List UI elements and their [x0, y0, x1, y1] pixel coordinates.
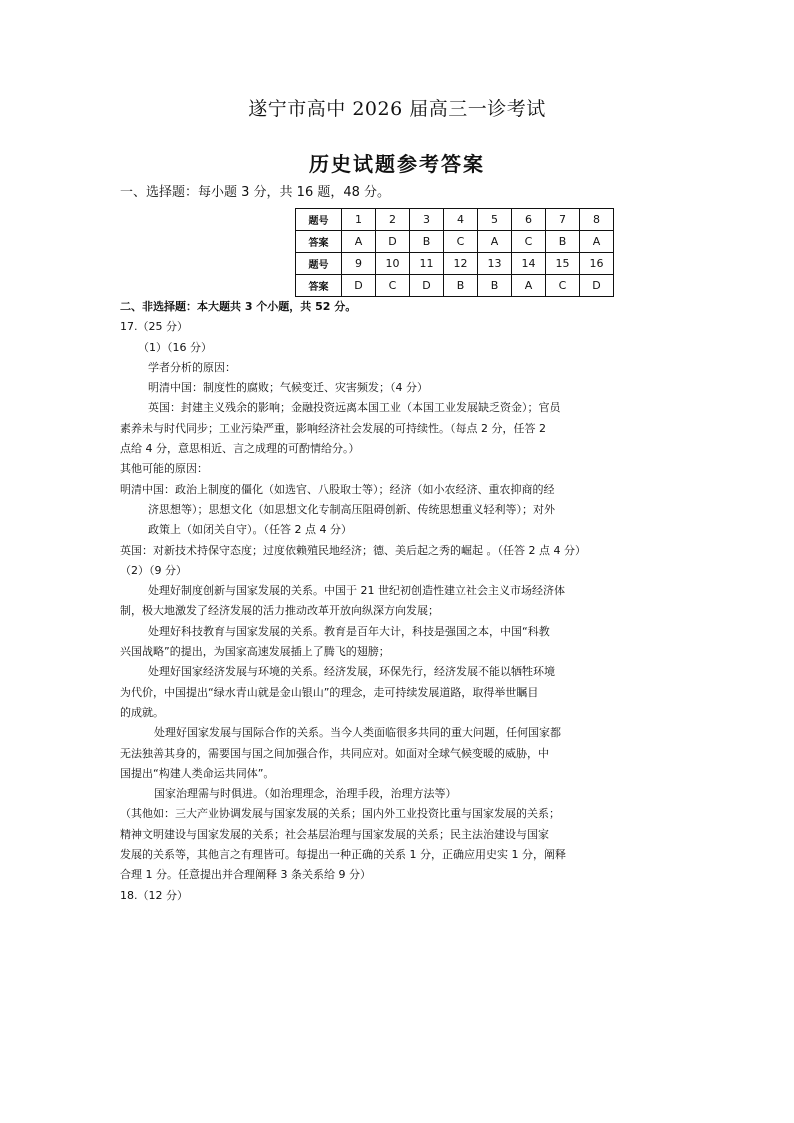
body-line: 制，极大地激发了经济发展的活力推动改革开放向纵深方向发展；: [120, 604, 439, 618]
table-cell: C: [512, 231, 546, 253]
table-cell: 答案: [296, 275, 342, 297]
body-line: 发展的关系等，其他言之有理皆可。每提出一种正确的关系 1 分，正确应用史实 1 分，阐释: [120, 848, 566, 862]
table-cell: 1: [342, 209, 376, 231]
answer-table: [295, 208, 614, 297]
body-line: 济思想等）；思想文化（如思想文化专制高压阻碍创新、传统思想重义轻利等）；对外: [148, 502, 555, 516]
table-cell: A: [342, 231, 376, 253]
body-line: 合理 1 分。任意提出并合理阐释 3 条关系给 9 分）: [120, 868, 371, 882]
body-line: 兴国战略”的提出，为国家高速发展插上了腾飞的翅膀；: [120, 645, 390, 659]
body-line: 素养未与时代同步；工业污染严重，影响经济社会发展的可持续性。（每点 2 分，任答 2: [120, 421, 546, 435]
body-line: 的成就。: [120, 705, 164, 719]
table-row: [296, 253, 614, 275]
table-cell: B: [478, 275, 512, 297]
body-line: 处理好制度创新与国家发展的关系。中国于 21 世纪初创造性建立社会主义市场经济体: [148, 584, 565, 598]
section2-heading: 二、非选择题：本大题共 3 个小题，共 52 分。: [120, 300, 357, 313]
table-cell: 11: [410, 253, 444, 275]
document-title: 历史试题参考答案: [309, 152, 485, 176]
table-row: [296, 231, 614, 253]
table-cell: 3: [410, 209, 444, 231]
table-cell: B: [410, 231, 444, 253]
body-line: 其他可能的原因：: [120, 462, 208, 476]
table-cell: 14: [512, 253, 546, 275]
body-line: 明清中国：政治上制度的僵化（如选官、八股取士等）；经济（如小农经济、重农抑商的经: [120, 482, 555, 496]
table-cell: 5: [478, 209, 512, 231]
body-line: 处理好国家经济发展与环境的关系。经济发展，环保先行，经济发展不能以牺牲环境: [148, 665, 555, 679]
body-line: 精神文明建设与国家发展的关系；社会基层治理与国家发展的关系；民主法治建设与国家: [120, 827, 549, 841]
table-cell: A: [512, 275, 546, 297]
body-line: 无法独善其身的，需要国与国之间加强合作，共同应对。如面对全球气候变暖的威胁，中: [120, 746, 549, 760]
body-line: 明清中国：制度性的腐败；气候变迁、灾害频发；（4 分）: [148, 381, 428, 395]
table-cell: C: [444, 231, 478, 253]
part-2-heading: （2）（9 分）: [120, 563, 187, 577]
table-cell: A: [580, 231, 614, 253]
question-17-heading: 17.（25 分）: [120, 320, 188, 334]
table-cell: 6: [512, 209, 546, 231]
table-cell: D: [580, 275, 614, 297]
body-line: （其他如：三大产业协调发展与国家发展的关系；国内外工业投资比重与国家发展的关系；: [120, 807, 560, 821]
table-cell: 题号: [296, 253, 342, 275]
table-cell: 答案: [296, 231, 342, 253]
table-cell: 15: [546, 253, 580, 275]
table-cell: 2: [376, 209, 410, 231]
answer-body: [120, 297, 672, 906]
body-line: 英国：对新技术持保守态度；过度依赖殖民地经济；德、美后起之秀的崛起 。（任答 2 点 4 分）: [120, 543, 586, 557]
body-line: 政策上（如闭关自守）。（任答 2 点 4 分）: [148, 523, 352, 537]
table-cell: A: [478, 231, 512, 253]
body-line: 学者分析的原因：: [148, 360, 236, 374]
table-cell: D: [410, 275, 444, 297]
table-cell: B: [546, 231, 580, 253]
body-line: 国提出“构建人类命运共同体”。: [120, 766, 275, 780]
table-cell: 题号: [296, 209, 342, 231]
school-title: 遂宁市高中 2026 届高三一诊考试: [248, 98, 546, 120]
table-cell: 9: [342, 253, 376, 275]
table-cell: 10: [376, 253, 410, 275]
table-cell: 12: [444, 253, 478, 275]
table-cell: C: [376, 275, 410, 297]
table-cell: 16: [580, 253, 614, 275]
table-cell: B: [444, 275, 478, 297]
body-line: 处理好国家发展与国际合作的关系。当今人类面临很多共同的重大问题，任何国家都: [154, 726, 561, 740]
table-row: [296, 209, 614, 231]
table-cell: 4: [444, 209, 478, 231]
table-cell: C: [546, 275, 580, 297]
question-18-heading: 18.（12 分）: [120, 888, 188, 902]
body-line: 处理好科技教育与国家发展的关系。教育是百年大计，科技是强国之本，中国“科教: [148, 624, 550, 638]
table-cell: D: [342, 275, 376, 297]
body-line: 国家治理需与时俱进。（如治理理念，治理手段，治理方法等）: [154, 787, 457, 801]
body-line: 点给 4 分，意思相近、言之成理的可酌情给分。）: [120, 442, 360, 456]
table-cell: 13: [478, 253, 512, 275]
table-cell: 7: [546, 209, 580, 231]
part-1-heading: （1）（16 分）: [138, 340, 212, 354]
table-cell: D: [376, 231, 410, 253]
body-line: 英国：封建主义残余的影响；金融投资远离本国工业（本国工业发展缺乏资金）；官员: [148, 401, 561, 415]
table-cell: 8: [580, 209, 614, 231]
table-row: [296, 275, 614, 297]
section1-heading: 一、选择题：每小题 3 分，共 16 题，48 分。: [120, 185, 391, 200]
body-line: 为代价，中国提出“绿水青山就是金山银山”的理念，走可持续发展道路，取得举世瞩目: [120, 685, 539, 699]
